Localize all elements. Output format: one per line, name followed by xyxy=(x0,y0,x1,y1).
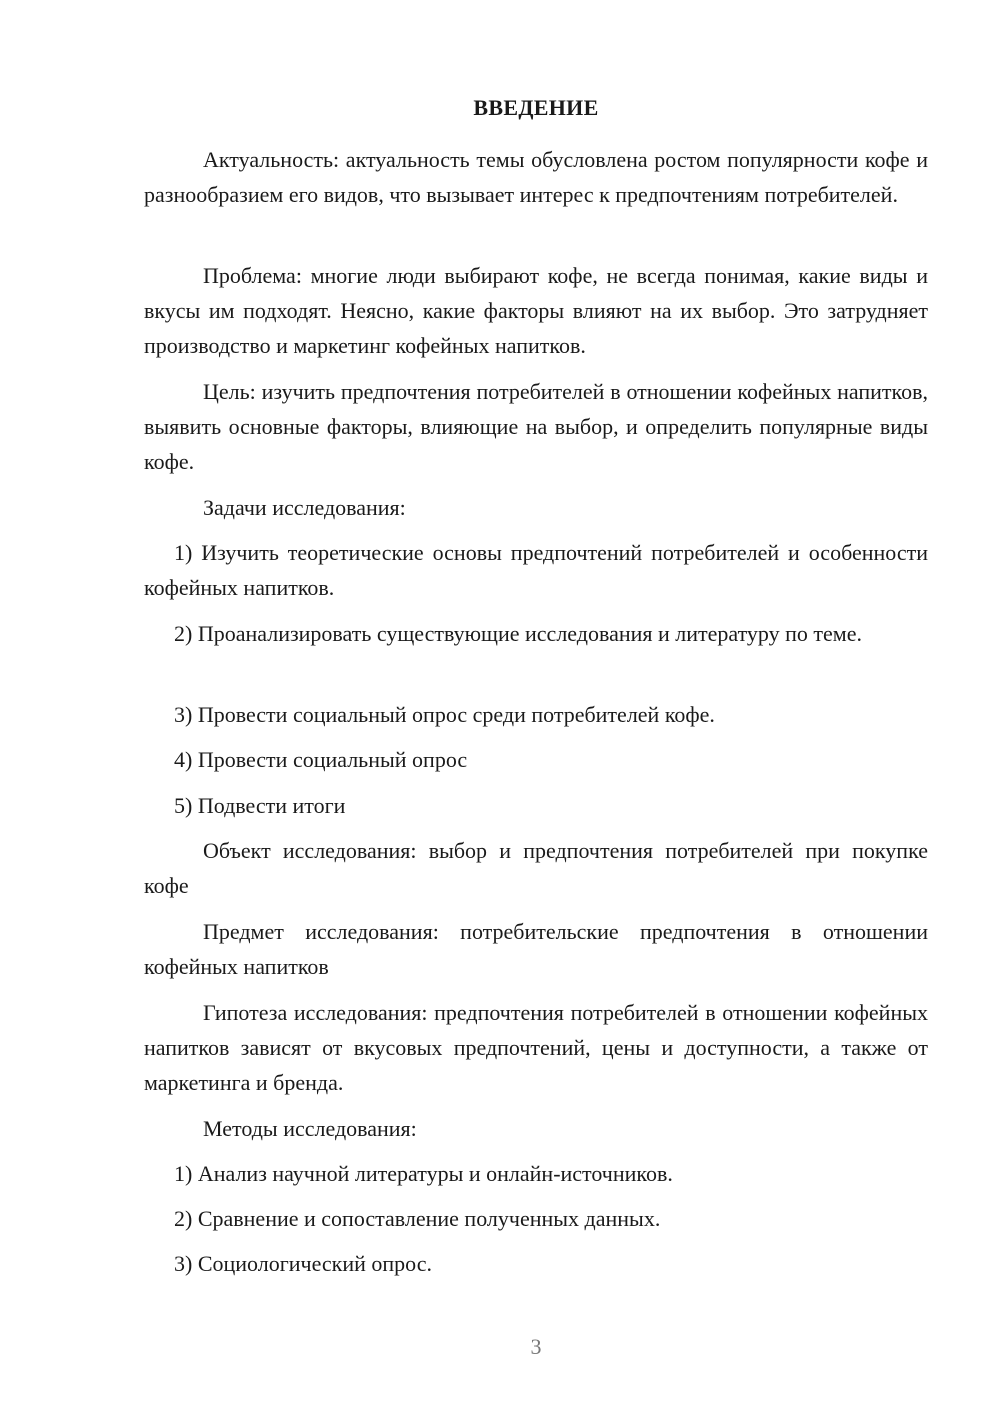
task-item-2-wrap xyxy=(144,616,928,651)
goal-paragraph: Цель: изучить предпочтения потребителей в отношении кофейных напитков, выявить основные факторы, влияющие на выбор, и определить популярные виды кофе. xyxy=(144,379,928,474)
method-item-1-wrap xyxy=(144,1156,928,1191)
task-item-1-wrap xyxy=(144,535,928,605)
task-item-5-wrap xyxy=(144,788,928,823)
goal-section xyxy=(144,374,928,479)
tasks-heading: Задачи исследования: xyxy=(203,495,406,520)
relevance-section xyxy=(144,142,928,212)
method-item-3-wrap xyxy=(144,1246,928,1281)
methods-heading-section xyxy=(144,1111,928,1146)
hypothesis-paragraph: Гипотеза исследования: предпочтения потребителей в отношении кофейных напитков зависят от вкусовых предпочтений, цены и доступности, а также от маркетинга и бренда. xyxy=(144,1000,928,1095)
task-item-3: 3) Провести социальный опрос среди потребителей кофе. xyxy=(174,702,715,727)
method-item-3: 3) Социологический опрос. xyxy=(174,1251,432,1276)
object-paragraph: Объект исследования: выбор и предпочтения потребителей при покупке кофе xyxy=(144,838,928,898)
method-item-1: 1) Анализ научной литературы и онлайн-источников. xyxy=(174,1161,673,1186)
task-item-2: 2) Проанализировать существующие исследования и литературу по теме. xyxy=(174,621,862,646)
task-item-4: 4) Провести социальный опрос xyxy=(174,747,468,772)
method-item-2: 2) Сравнение и сопоставление полученных данных. xyxy=(174,1206,661,1231)
object-section xyxy=(144,833,928,903)
relevance-paragraph: Актуальность: актуальность темы обусловлена ростом популярности кофе и разнообразием его видов, что вызывает интерес к предпочтениям потребителей. xyxy=(144,147,928,207)
subject-section xyxy=(144,914,928,984)
hypothesis-section xyxy=(144,995,928,1100)
task-item-5: 5) Подвести итоги xyxy=(174,793,346,818)
tasks-heading-section xyxy=(144,490,928,525)
methods-heading: Методы исследования: xyxy=(203,1116,417,1141)
task-item-1: 1) Изучить теоретические основы предпочтений потребителей и особенности кофейных напитков. xyxy=(144,540,928,600)
method-item-2-wrap xyxy=(144,1201,928,1236)
task-item-4-wrap xyxy=(144,742,928,777)
page-title: ВВЕДЕНИЕ xyxy=(473,95,599,120)
problem-section xyxy=(144,258,928,363)
subject-paragraph: Предмет исследования: потребительские предпочтения в отношении кофейных напитков xyxy=(144,919,928,979)
page-number: 3 xyxy=(530,1334,542,1359)
problem-paragraph: Проблема: многие люди выбирают кофе, не всегда понимая, какие виды и вкусы им подходят. Неясно, какие факторы влияют на их выбор. Это затрудняет производство и маркетинг кофейных напитков. xyxy=(144,263,928,358)
task-item-3-wrap xyxy=(144,697,928,732)
